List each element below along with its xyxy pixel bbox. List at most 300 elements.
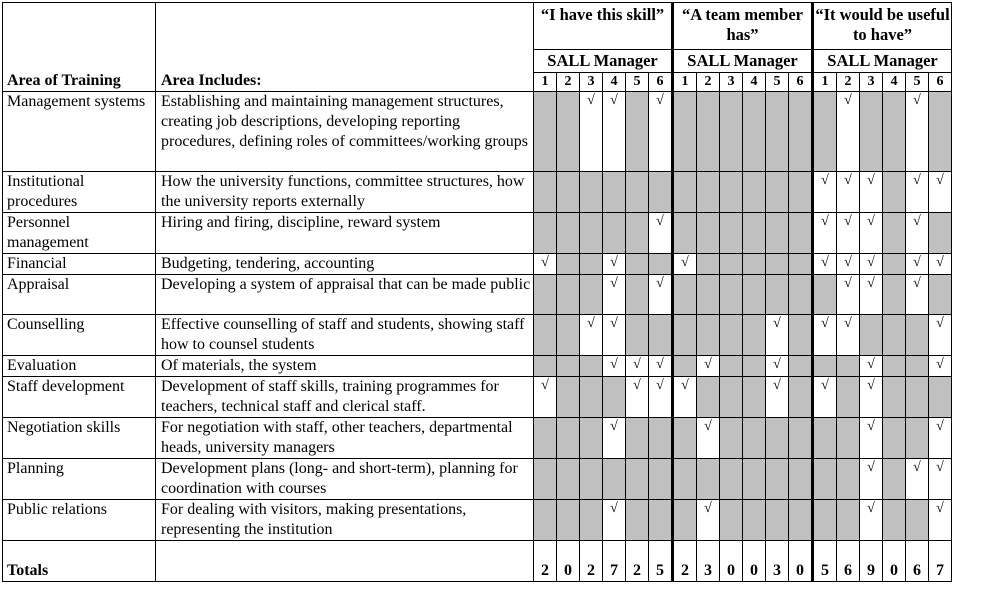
shaded-cell xyxy=(580,418,603,459)
shaded-cell xyxy=(929,377,952,418)
check-cell xyxy=(580,92,603,172)
area-of-training-cell: Public relations xyxy=(3,500,156,541)
checkmark-icon: √ xyxy=(844,173,852,188)
check-cell xyxy=(697,418,720,459)
header-manager-number: 1 xyxy=(534,73,557,92)
check-cell xyxy=(929,254,952,275)
checkmark-icon: √ xyxy=(821,173,829,188)
checkmark-icon: √ xyxy=(844,316,852,331)
shaded-cell xyxy=(697,377,720,418)
checkmark-icon: √ xyxy=(610,357,618,372)
checkmark-icon: √ xyxy=(656,276,664,291)
check-cell xyxy=(534,254,557,275)
checkmark-icon: √ xyxy=(936,316,944,331)
total-value: 6 xyxy=(837,541,860,582)
area-of-training-cell: Negotiation skills xyxy=(3,418,156,459)
check-cell xyxy=(837,213,860,254)
shaded-cell xyxy=(743,254,766,275)
checkmark-icon: √ xyxy=(656,214,664,229)
check-cell xyxy=(837,92,860,172)
shaded-cell xyxy=(649,315,673,356)
check-cell xyxy=(813,172,837,213)
check-cell xyxy=(906,254,929,275)
header-manager-number: 6 xyxy=(929,73,952,92)
check-cell xyxy=(766,356,789,377)
area-includes-cell: Development of staff skills, training programmes for teachers, technical staff and clerical staff. xyxy=(156,377,534,418)
total-value: 0 xyxy=(557,541,580,582)
check-cell xyxy=(534,377,557,418)
header-manager-number: 2 xyxy=(837,73,860,92)
checkmark-icon: √ xyxy=(610,93,618,108)
shaded-cell xyxy=(534,213,557,254)
total-value: 5 xyxy=(649,541,673,582)
shaded-cell xyxy=(906,418,929,459)
check-cell xyxy=(766,377,789,418)
table-row xyxy=(3,459,952,500)
check-cell xyxy=(906,213,929,254)
area-of-training-cell: Institutional procedures xyxy=(3,172,156,213)
shaded-cell xyxy=(789,356,813,377)
checkmark-icon: √ xyxy=(844,214,852,229)
shaded-cell xyxy=(789,459,813,500)
check-cell xyxy=(649,356,673,377)
shaded-cell xyxy=(789,172,813,213)
checkmark-icon: √ xyxy=(867,276,875,291)
check-cell xyxy=(860,275,883,315)
subheader-sall-manager: SALL Manager xyxy=(673,50,813,73)
shaded-cell xyxy=(697,459,720,500)
check-cell xyxy=(603,254,626,275)
checkmark-icon: √ xyxy=(656,357,664,372)
check-cell xyxy=(906,459,929,500)
checkmark-icon: √ xyxy=(936,501,944,516)
checkmark-icon: √ xyxy=(541,255,549,270)
header-manager-number: 2 xyxy=(697,73,720,92)
header-area-includes: Area Includes: xyxy=(156,3,534,92)
checkmark-icon: √ xyxy=(610,501,618,516)
checkmark-icon: √ xyxy=(867,214,875,229)
area-includes-cell: For negotiation with staff, other teachers, departmental heads, university managers xyxy=(156,418,534,459)
checkmark-icon: √ xyxy=(704,357,712,372)
total-value: 3 xyxy=(766,541,789,582)
checkmark-icon: √ xyxy=(610,419,618,434)
checkmark-icon: √ xyxy=(913,214,921,229)
shaded-cell xyxy=(626,213,649,254)
total-value: 2 xyxy=(534,541,557,582)
shaded-cell xyxy=(929,275,952,315)
shaded-cell xyxy=(720,377,743,418)
check-cell xyxy=(860,172,883,213)
shaded-cell xyxy=(626,500,649,541)
check-cell xyxy=(649,92,673,172)
check-cell xyxy=(603,356,626,377)
shaded-cell xyxy=(743,459,766,500)
checkmark-icon: √ xyxy=(704,419,712,434)
shaded-cell xyxy=(534,356,557,377)
check-cell xyxy=(580,315,603,356)
shaded-cell xyxy=(580,275,603,315)
subheader-sall-manager: SALL Manager xyxy=(534,50,673,73)
shaded-cell xyxy=(580,254,603,275)
shaded-cell xyxy=(743,377,766,418)
checkmark-icon: √ xyxy=(610,255,618,270)
shaded-cell xyxy=(883,356,906,377)
check-cell xyxy=(906,92,929,172)
shaded-cell xyxy=(813,500,837,541)
table-row xyxy=(3,213,952,254)
header-group-useful-to-have: “It would be useful to have” xyxy=(813,3,952,50)
shaded-cell xyxy=(697,315,720,356)
checkmark-icon: √ xyxy=(936,255,944,270)
shaded-cell xyxy=(743,500,766,541)
shaded-cell xyxy=(626,459,649,500)
shaded-cell xyxy=(649,254,673,275)
shaded-cell xyxy=(860,315,883,356)
area-includes-cell: Budgeting, tendering, accounting xyxy=(156,254,534,275)
shaded-cell xyxy=(789,213,813,254)
shaded-cell xyxy=(789,500,813,541)
shaded-cell xyxy=(743,356,766,377)
checkmark-icon: √ xyxy=(704,501,712,516)
check-cell xyxy=(929,356,952,377)
shaded-cell xyxy=(580,459,603,500)
header-manager-number: 2 xyxy=(557,73,580,92)
shaded-cell xyxy=(837,500,860,541)
checkmark-icon: √ xyxy=(633,357,641,372)
shaded-cell xyxy=(743,315,766,356)
checkmark-icon: √ xyxy=(867,460,875,475)
check-cell xyxy=(673,377,697,418)
shaded-cell xyxy=(534,315,557,356)
checkmark-icon: √ xyxy=(913,460,921,475)
shaded-cell xyxy=(603,377,626,418)
check-cell xyxy=(813,315,837,356)
check-cell xyxy=(626,377,649,418)
check-cell xyxy=(697,356,720,377)
shaded-cell xyxy=(883,315,906,356)
table-row xyxy=(3,254,952,275)
table-row xyxy=(3,275,952,315)
shaded-cell xyxy=(603,459,626,500)
header-manager-number: 1 xyxy=(813,73,837,92)
checkmark-icon: √ xyxy=(773,378,781,393)
header-group-team-member-has: “A team member has” xyxy=(673,3,813,50)
header-area-of-training: Area of Training xyxy=(3,3,156,92)
checkmark-icon: √ xyxy=(773,316,781,331)
shaded-cell xyxy=(697,213,720,254)
checkmark-icon: √ xyxy=(821,214,829,229)
shaded-cell xyxy=(673,418,697,459)
shaded-cell xyxy=(743,92,766,172)
check-cell xyxy=(603,500,626,541)
shaded-cell xyxy=(720,172,743,213)
shaded-cell xyxy=(649,500,673,541)
shaded-cell xyxy=(673,315,697,356)
area-includes-cell: Developing a system of appraisal that can be made public xyxy=(156,275,534,315)
header-manager-number: 3 xyxy=(720,73,743,92)
checkmark-icon: √ xyxy=(681,255,689,270)
shaded-cell xyxy=(697,92,720,172)
shaded-cell xyxy=(813,418,837,459)
header-manager-number: 5 xyxy=(766,73,789,92)
shaded-cell xyxy=(534,172,557,213)
checkmark-icon: √ xyxy=(913,255,921,270)
shaded-cell xyxy=(837,377,860,418)
total-value: 2 xyxy=(626,541,649,582)
check-cell xyxy=(837,172,860,213)
checkmark-icon: √ xyxy=(821,255,829,270)
shaded-cell xyxy=(534,459,557,500)
header-manager-number: 4 xyxy=(743,73,766,92)
shaded-cell xyxy=(883,459,906,500)
shaded-cell xyxy=(766,459,789,500)
shaded-cell xyxy=(603,172,626,213)
shaded-cell xyxy=(534,500,557,541)
shaded-cell xyxy=(697,172,720,213)
area-of-training-cell: Staff development xyxy=(3,377,156,418)
table-row xyxy=(3,92,952,172)
checkmark-icon: √ xyxy=(913,173,921,188)
check-cell xyxy=(860,377,883,418)
shaded-cell xyxy=(649,418,673,459)
header-manager-number: 5 xyxy=(626,73,649,92)
checkmark-icon: √ xyxy=(867,378,875,393)
checkmark-icon: √ xyxy=(633,378,641,393)
checkmark-icon: √ xyxy=(773,357,781,372)
area-includes-cell: Development plans (long- and short-term), planning for coordination with courses xyxy=(156,459,534,500)
check-cell xyxy=(626,356,649,377)
area-includes-cell: Effective counselling of staff and students, showing staff how to counsel students xyxy=(156,315,534,356)
shaded-cell xyxy=(580,172,603,213)
table-row xyxy=(3,172,952,213)
shaded-cell xyxy=(789,254,813,275)
shaded-cell xyxy=(649,172,673,213)
table-row xyxy=(3,315,952,356)
check-cell xyxy=(837,315,860,356)
checkmark-icon: √ xyxy=(587,93,595,108)
shaded-cell xyxy=(906,377,929,418)
shaded-cell xyxy=(906,356,929,377)
shaded-cell xyxy=(766,254,789,275)
check-cell xyxy=(813,213,837,254)
area-includes-cell: How the university functions, committee structures, how the university reports externally xyxy=(156,172,534,213)
shaded-cell xyxy=(720,92,743,172)
shaded-cell xyxy=(743,213,766,254)
check-cell xyxy=(813,254,837,275)
shaded-cell xyxy=(720,315,743,356)
shaded-cell xyxy=(789,418,813,459)
shaded-cell xyxy=(766,418,789,459)
header-manager-number: 6 xyxy=(649,73,673,92)
shaded-cell xyxy=(837,459,860,500)
check-cell xyxy=(906,275,929,315)
area-of-training-cell: Appraisal xyxy=(3,275,156,315)
shaded-cell xyxy=(557,500,580,541)
shaded-cell xyxy=(673,92,697,172)
check-cell xyxy=(860,418,883,459)
shaded-cell xyxy=(743,418,766,459)
shaded-cell xyxy=(766,213,789,254)
shaded-cell xyxy=(580,213,603,254)
checkmark-icon: √ xyxy=(610,316,618,331)
shaded-cell xyxy=(720,275,743,315)
shaded-cell xyxy=(557,213,580,254)
checkmark-icon: √ xyxy=(936,357,944,372)
shaded-cell xyxy=(557,92,580,172)
total-value: 0 xyxy=(743,541,766,582)
area-of-training-cell: Evaluation xyxy=(3,356,156,377)
total-value: 9 xyxy=(860,541,883,582)
shaded-cell xyxy=(673,172,697,213)
check-cell xyxy=(603,418,626,459)
total-value: 0 xyxy=(720,541,743,582)
shaded-cell xyxy=(673,459,697,500)
checkmark-icon: √ xyxy=(867,501,875,516)
shaded-cell xyxy=(813,356,837,377)
check-cell xyxy=(697,500,720,541)
check-cell xyxy=(860,213,883,254)
shaded-cell xyxy=(603,213,626,254)
shaded-cell xyxy=(557,275,580,315)
table-row xyxy=(3,418,952,459)
shaded-cell xyxy=(906,500,929,541)
checkmark-icon: √ xyxy=(656,378,664,393)
checkmark-icon: √ xyxy=(844,276,852,291)
header-manager-number: 4 xyxy=(603,73,626,92)
shaded-cell xyxy=(766,172,789,213)
shaded-cell xyxy=(557,254,580,275)
shaded-cell xyxy=(883,213,906,254)
checkmark-icon: √ xyxy=(867,357,875,372)
shaded-cell xyxy=(720,459,743,500)
shaded-cell xyxy=(789,377,813,418)
checkmark-icon: √ xyxy=(844,93,852,108)
shaded-cell xyxy=(557,377,580,418)
shaded-cell xyxy=(720,418,743,459)
area-of-training-cell: Management systems xyxy=(3,92,156,172)
checkmark-icon: √ xyxy=(936,419,944,434)
shaded-cell xyxy=(883,172,906,213)
shaded-cell xyxy=(837,356,860,377)
shaded-cell xyxy=(534,418,557,459)
check-cell xyxy=(860,500,883,541)
checkmark-icon: √ xyxy=(541,378,549,393)
shaded-cell xyxy=(673,356,697,377)
shaded-cell xyxy=(557,356,580,377)
checkmark-icon: √ xyxy=(821,378,829,393)
check-cell xyxy=(906,172,929,213)
shaded-cell xyxy=(534,275,557,315)
shaded-cell xyxy=(673,275,697,315)
shaded-cell xyxy=(626,254,649,275)
area-of-training-cell: Financial xyxy=(3,254,156,275)
shaded-cell xyxy=(883,418,906,459)
shaded-cell xyxy=(673,213,697,254)
checkmark-icon: √ xyxy=(587,316,595,331)
shaded-cell xyxy=(929,213,952,254)
shaded-cell xyxy=(557,418,580,459)
shaded-cell xyxy=(743,172,766,213)
check-cell xyxy=(929,172,952,213)
shaded-cell xyxy=(860,92,883,172)
total-value: 6 xyxy=(906,541,929,582)
shaded-cell xyxy=(649,459,673,500)
shaded-cell xyxy=(697,254,720,275)
total-value: 0 xyxy=(883,541,906,582)
subheader-sall-manager: SALL Manager xyxy=(813,50,952,73)
check-cell xyxy=(860,356,883,377)
totals-label: Totals xyxy=(3,541,156,582)
check-cell xyxy=(766,315,789,356)
shaded-cell xyxy=(557,172,580,213)
checkmark-icon: √ xyxy=(844,255,852,270)
check-cell xyxy=(929,315,952,356)
shaded-cell xyxy=(883,92,906,172)
shaded-cell xyxy=(906,315,929,356)
checkmark-icon: √ xyxy=(936,460,944,475)
shaded-cell xyxy=(766,275,789,315)
check-cell xyxy=(860,254,883,275)
table-row xyxy=(3,500,952,541)
shaded-cell xyxy=(766,500,789,541)
shaded-cell xyxy=(720,213,743,254)
shaded-cell xyxy=(557,459,580,500)
total-value: 2 xyxy=(673,541,697,582)
check-cell xyxy=(929,500,952,541)
header-manager-number: 5 xyxy=(906,73,929,92)
area-includes-cell: For dealing with visitors, making presentations, representing the institution xyxy=(156,500,534,541)
area-of-training-cell: Planning xyxy=(3,459,156,500)
total-value: 3 xyxy=(697,541,720,582)
header-manager-number: 6 xyxy=(789,73,813,92)
header-manager-number: 4 xyxy=(883,73,906,92)
header-group-i-have-this-skill: “I have this skill” xyxy=(534,3,673,50)
shaded-cell xyxy=(697,275,720,315)
totals-empty-cell xyxy=(156,541,534,582)
checkmark-icon: √ xyxy=(867,173,875,188)
check-cell xyxy=(673,254,697,275)
total-value: 5 xyxy=(813,541,837,582)
shaded-cell xyxy=(883,377,906,418)
checkmark-icon: √ xyxy=(867,255,875,270)
shaded-cell xyxy=(789,92,813,172)
area-includes-cell: Establishing and maintaining management structures, creating job descriptions, developing reporting procedures, defining roles of committees/working groups xyxy=(156,92,534,172)
checkmark-icon: √ xyxy=(936,173,944,188)
area-of-training-cell: Personnel management xyxy=(3,213,156,254)
shaded-cell xyxy=(673,500,697,541)
shaded-cell xyxy=(813,275,837,315)
shaded-cell xyxy=(626,418,649,459)
area-includes-cell: Hiring and firing, discipline, reward system xyxy=(156,213,534,254)
shaded-cell xyxy=(626,315,649,356)
shaded-cell xyxy=(837,418,860,459)
shaded-cell xyxy=(766,92,789,172)
shaded-cell xyxy=(813,92,837,172)
shaded-cell xyxy=(720,500,743,541)
check-cell xyxy=(837,275,860,315)
checkmark-icon: √ xyxy=(821,316,829,331)
total-value: 2 xyxy=(580,541,603,582)
training-needs-table xyxy=(2,2,952,582)
check-cell xyxy=(649,377,673,418)
total-value: 7 xyxy=(929,541,952,582)
area-includes-cell: Of materials, the system xyxy=(156,356,534,377)
area-of-training-cell: Counselling xyxy=(3,315,156,356)
shaded-cell xyxy=(626,275,649,315)
checkmark-icon: √ xyxy=(610,276,618,291)
shaded-cell xyxy=(720,254,743,275)
shaded-cell xyxy=(626,92,649,172)
